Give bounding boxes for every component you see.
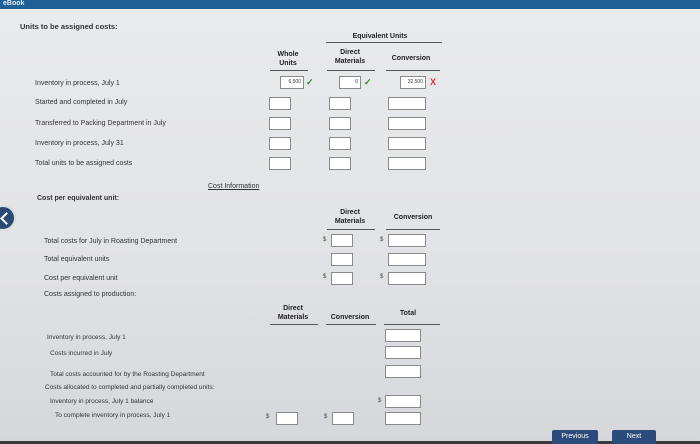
row-started-completed: Started and completed in July [35,99,128,106]
dollar-sign: $ [266,414,270,420]
col-whole-units-2: Units [279,60,297,67]
s2-conv-input-2[interactable] [388,253,426,266]
top-bar [0,0,700,9]
whole-units-input-1[interactable]: 6,500 [280,76,304,89]
row-inventory-july1: Inventory in process, July 1 [35,80,120,87]
s2-dm-input-2[interactable] [331,253,353,266]
conv-units-input-5[interactable] [388,157,426,170]
col-direct-materials-2: Materials [334,58,366,65]
row-transferred-packing: Transferred to Packing Department in July [35,120,166,127]
correct-check-icon: ✓ [364,77,372,87]
row-total-costs-july: Total costs for July in Roasting Department [44,238,178,245]
s3-col-total: Total [399,310,417,317]
cost-information-link[interactable]: Cost Information [208,183,260,190]
ebook-tab[interactable]: eBook [3,0,25,7]
whole-units-input-4[interactable] [269,137,291,150]
whole-units-input-3[interactable] [269,117,291,130]
row-inventory-balance: Inventory in process, July 1 balance [50,398,154,405]
col-direct-materials-1: Direct [340,49,360,56]
conv-units-input-3[interactable] [388,117,426,130]
row-cost-per-eu: Cost per equivalent unit [44,275,118,282]
s3-total-input-2[interactable] [385,346,421,359]
row-costs-allocated: Costs allocated to completed and partially completed units: [45,384,215,391]
s3-total-input-4[interactable] [385,395,421,408]
dm-units-input-1[interactable]: 0 [339,76,361,89]
col-conversion: Conversion [391,55,431,62]
s3-col-dm-1: Direct [283,305,303,312]
dollar-sign: $ [378,398,382,404]
row-to-complete-inventory: To complete inventory in process, July 1 [55,412,171,419]
s3-total-rule [384,324,440,325]
col-whole-units-1: Whole [277,51,299,58]
dm-col-rule [327,70,375,71]
s2-col-conversion: Conversion [393,214,433,221]
row-total-units: Total units to be assigned costs [35,160,133,167]
row-costs-assigned: Costs assigned to production: [44,291,137,298]
dollar-sign: $ [323,274,327,280]
s3-conv-rule [326,324,376,325]
conv-units-input-1[interactable]: 32,500 [400,76,426,89]
s2-conv-input-1[interactable] [388,234,426,247]
worksheet [0,9,700,441]
s3-conv-input-1[interactable] [332,412,354,425]
equiv-header-rule [326,42,442,43]
dollar-sign: $ [324,414,328,420]
conv-col-rule [386,70,440,71]
row-s3-inventory-july1: Inventory in process, July 1 [47,334,126,341]
s3-dm-input-1[interactable] [276,412,298,425]
conv-units-input-2[interactable] [388,97,426,110]
s3-total-input-5[interactable] [385,412,421,425]
correct-check-icon: ✓ [306,77,314,87]
dollar-sign: $ [380,274,384,280]
dollar-sign: $ [323,237,327,243]
s2-col-dm-2: Materials [334,218,366,225]
s3-dm-rule [270,324,318,325]
row-total-costs-accounted: Total costs accounted for by the Roasting Department [50,371,205,378]
dm-units-input-2[interactable] [329,97,351,110]
whole-units-input-5[interactable] [269,157,291,170]
dollar-sign: $ [380,237,384,243]
s3-col-dm-2: Materials [277,314,309,321]
row-total-equivalent-units: Total equivalent units [44,256,110,263]
units-section-title: Units to be assigned costs: [20,22,118,31]
s2-dm-input-1[interactable] [331,234,353,247]
row-inventory-july31: Inventory in process, July 31 [35,140,124,147]
dm-units-input-3[interactable] [329,117,351,130]
row-costs-incurred: Costs incurred in July [50,350,113,357]
s2-dm-input-3[interactable] [331,272,353,285]
s3-col-conversion: Conversion [330,314,370,321]
incorrect-x-icon: X [430,77,437,87]
cost-per-eu-title: Cost per equivalent unit: [37,195,120,202]
dm-units-input-5[interactable] [329,157,351,170]
equivalent-units-header: Equivalent Units [352,33,408,40]
next-button[interactable]: Next [612,430,656,444]
s3-total-input-1[interactable] [385,329,421,342]
s2-col-dm-1: Direct [340,209,360,216]
s2-conv-rule [386,229,440,230]
whole-units-input-2[interactable] [269,97,291,110]
whole-col-rule [270,70,308,71]
dm-units-input-4[interactable] [329,137,351,150]
s3-total-input-3[interactable] [385,365,421,378]
s2-conv-input-3[interactable] [388,272,426,285]
previous-button[interactable]: Previous [552,430,598,444]
conv-units-input-4[interactable] [388,137,426,150]
s2-dm-rule [327,229,375,230]
